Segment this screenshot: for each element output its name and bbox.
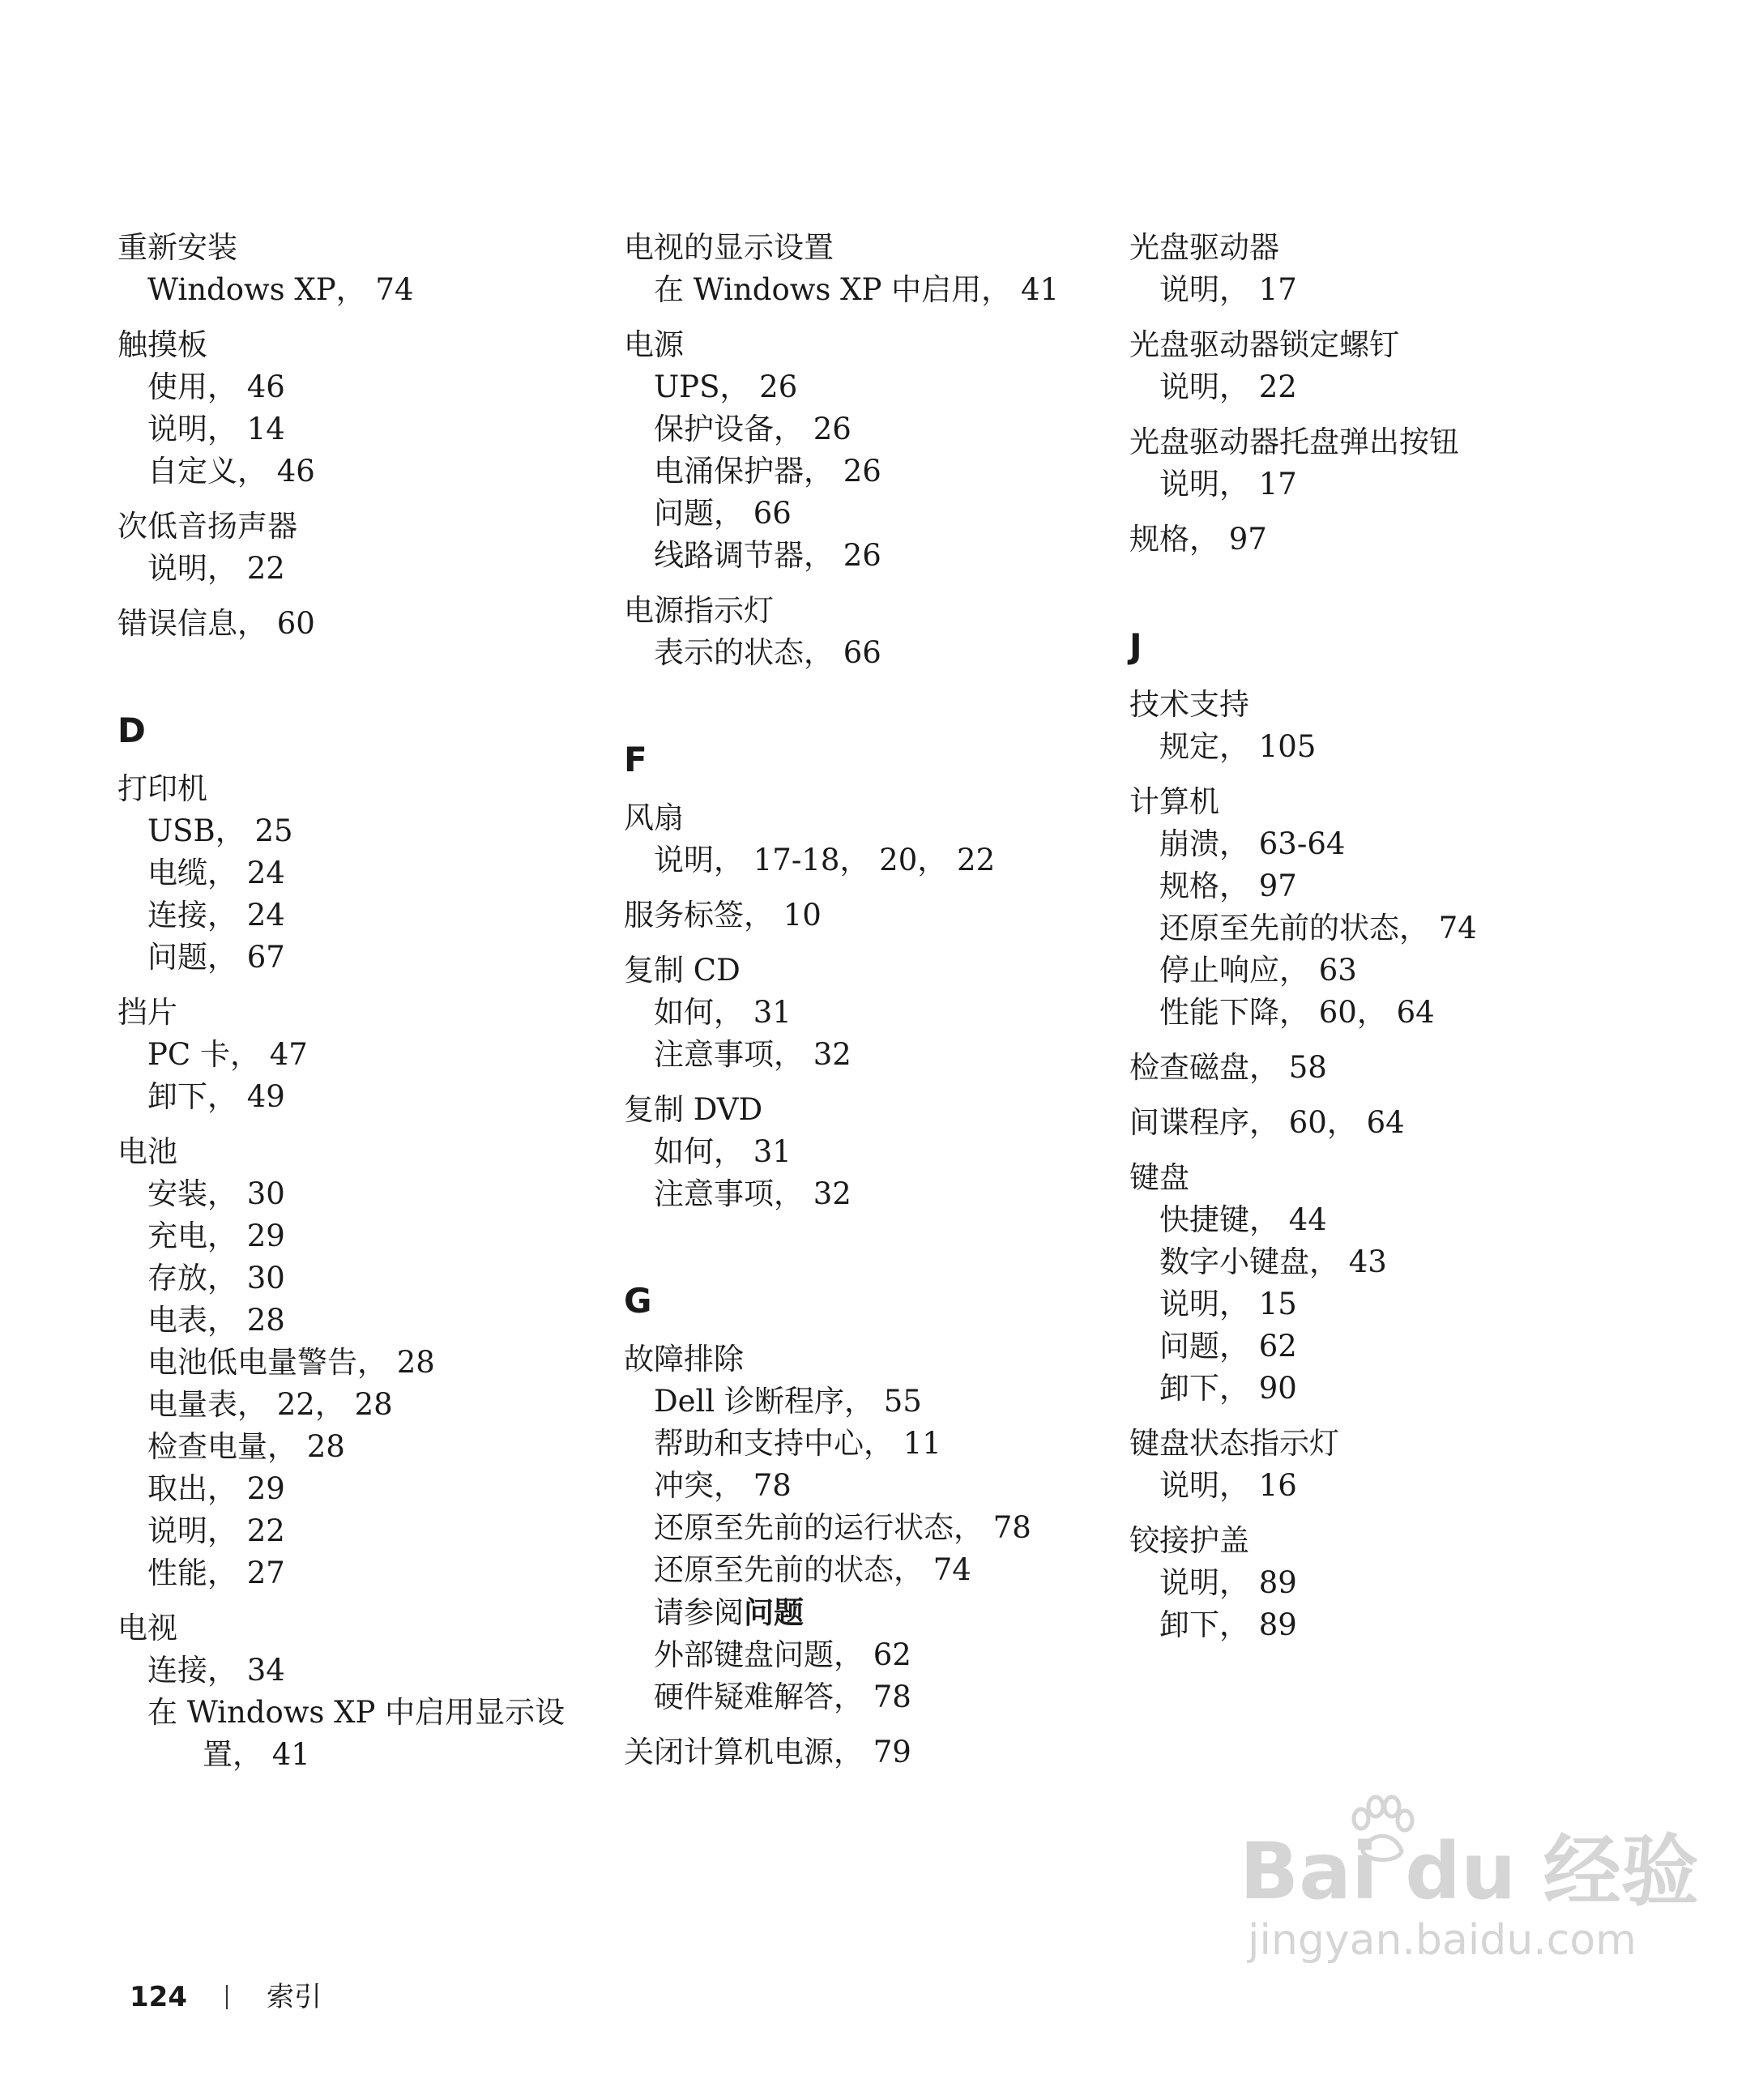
index-subentry: 停止响应， 63 [1159,953,1357,988]
section-gap [1129,574,1477,622]
index-subentry: 硬件疑难解答， 78 [654,1680,911,1714]
index-term: 电池 [117,1134,177,1169]
index-subentry: PC 卡， 47 [147,1037,308,1072]
index-term: 关闭计算机电源， 79 [624,1735,911,1769]
index-subentry: 电表， 28 [147,1303,285,1338]
index-entry [624,1089,1059,1215]
letter-header: G [624,1281,652,1321]
index-entry [117,227,601,311]
index-term: 光盘驱动器 [1129,230,1279,265]
index-term: 故障排除 [624,1342,744,1377]
index-term: 规格， 97 [1129,522,1267,557]
index-column-2 [624,227,1059,1786]
index-subentry: 取出， 29 [147,1471,285,1506]
index-term: 间谍程序， 60， 64 [1129,1105,1405,1140]
index-term: 挡片 [117,995,177,1030]
section-gap [117,658,601,706]
index-subentry: 外部键盘问题， 62 [654,1637,911,1672]
index-entry [1129,1047,1477,1089]
index-subentry: 卸下， 89 [1159,1607,1297,1642]
watermark-brand: Bai du 经验 [1240,1826,1699,1917]
index-entry [1129,1520,1477,1646]
index-term: 铰接护盖 [1129,1523,1249,1558]
index-term: 光盘驱动器托盘弹出按钮 [1129,425,1459,459]
index-subentry: 说明， 89 [1159,1565,1297,1600]
index-subentry: 电量表， 22， 28 [147,1387,393,1422]
cross-reference[interactable]: 问题 [744,1594,804,1630]
index-entry [624,324,1059,577]
index-subentry: 规格， 97 [1159,869,1297,903]
index-term: 键盘 [1129,1160,1189,1195]
index-subentry: Dell 诊断程序， 55 [654,1384,922,1419]
index-entry [1129,324,1477,408]
index-subentry: 说明， 17 [1159,272,1297,307]
index-subentry: 电缆， 24 [147,856,285,890]
index-subentry: 冲突， 78 [654,1468,792,1503]
index-entry [117,506,601,590]
index-term: 检查磁盘， 58 [1129,1050,1327,1085]
index-subentry: Windows XP， 74 [147,272,414,307]
index-entry [624,894,1059,937]
index-subentry: 保护设备， 26 [654,412,852,446]
index-subentry: 线路调节器， 26 [654,538,881,573]
index-entry [117,1131,601,1594]
index-column-1 [117,227,601,1789]
letter-header: J [1129,626,1142,666]
subentry-continuation: 置， 41 [203,1737,310,1772]
index-subentry: 问题， 67 [147,940,285,975]
index-term: 次低音扬声器 [117,509,297,544]
index-term: 错误信息， 60 [117,606,315,641]
index-entry [624,227,1059,311]
index-subentry: 自定义， 46 [147,454,315,489]
index-subentry: 规定， 105 [1159,729,1317,764]
index-subentry: 连接， 24 [147,898,285,933]
index-subentry: 还原至先前的状态， 74 [1159,911,1477,945]
index-entry [1129,781,1477,1034]
index-subentry: 存放， 30 [147,1261,285,1295]
index-term: 重新安装 [117,230,237,265]
index-subentry: 帮助和支持中心， 11 [654,1426,941,1461]
index-subentry: 问题， 66 [654,496,792,531]
index-subentry: 连接， 34 [147,1653,285,1688]
index-term: 服务标签， 10 [624,898,822,933]
watermark-url: jingyan.baidu.com [1248,1916,1637,1965]
index-term: 技术支持 [1129,687,1249,722]
index-subentry [624,1591,1059,1634]
index-entry [117,992,601,1118]
index-subentry: 说明， 17 [1159,467,1297,502]
letter-header: D [117,711,146,750]
index-entry [624,1338,1059,1718]
index-term: 风扇 [624,800,684,835]
index-subentry [117,1692,601,1776]
index-term: 计算机 [1129,784,1219,819]
index-subentry: 如何， 31 [654,995,792,1030]
index-subentry: 注意事项， 32 [654,1037,852,1072]
index-subentry: 充电， 29 [147,1219,285,1253]
page-footer [130,1977,322,2017]
index-subentry: 性能下降， 60， 64 [1159,995,1435,1030]
index-subentry: 还原至先前的运行状态， 78 [654,1510,1031,1545]
index-entry [117,1607,601,1776]
index-entry [1129,684,1477,768]
index-subentry: 卸下， 90 [1159,1371,1297,1406]
section-gap [624,687,1059,736]
index-subentry: 说明， 22 [147,1513,285,1548]
index-entry [117,603,601,645]
index-subentry: 说明， 22 [147,551,285,586]
index-subentry: 还原至先前的状态， 74 [654,1552,971,1587]
index-column-3 [1129,227,1477,1659]
paw-icon [1345,1795,1418,1867]
index-subentry: 卸下， 49 [147,1079,285,1114]
index-subentry: 问题， 62 [1159,1329,1297,1364]
baidu-watermark [1240,1827,1699,1965]
index-subentry: 说明， 22 [1159,369,1297,404]
index-subentry: 表示的状态， 66 [654,635,881,670]
section-gap [624,1228,1059,1277]
index-term: 复制 DVD [624,1092,763,1127]
index-subentry: 注意事项， 32 [654,1176,852,1211]
subentry-text: 请参阅 [654,1595,744,1630]
index-subentry: 性能， 27 [147,1556,285,1590]
page-number: 124 [130,1981,187,2013]
index-entry [1129,421,1477,506]
index-subentry: USB， 25 [147,813,293,848]
subentry-text: 在 Windows XP 中启用显示设 [147,1695,566,1730]
index-subentry: 说明， 14 [147,412,285,446]
index-entry [624,1731,1059,1773]
index-term: 光盘驱动器锁定螺钉 [1129,327,1399,362]
index-subentry: 电涌保护器， 26 [654,454,881,489]
index-entry [1129,1423,1477,1507]
index-entry [1129,519,1477,561]
index-subentry: 说明， 16 [1159,1468,1297,1503]
index-subentry: 说明， 17-18， 20， 22 [654,843,996,877]
index-entry [624,590,1059,674]
index-subentry: 使用， 46 [147,369,285,404]
index-subentry: 说明， 15 [1159,1287,1297,1321]
index-term: 键盘状态指示灯 [1129,1426,1339,1461]
index-entry [1129,1102,1477,1144]
index-term: 复制 CD [624,953,741,988]
index-subentry: 如何， 31 [654,1134,792,1169]
index-subentry: UPS， 26 [654,369,798,404]
index-term: 电源指示灯 [624,593,774,628]
section-title: 索引 [266,1981,322,2013]
index-term: 触摸板 [117,327,207,362]
letter-header: F [624,740,647,779]
index-subentry: 数字小键盘， 43 [1159,1244,1387,1279]
index-subentry: 崩溃， 63-64 [1159,826,1346,861]
index-entry [1129,1157,1477,1410]
index-term: 电源 [624,327,684,362]
index-subentry: 检查电量， 28 [147,1429,345,1464]
index-entry [624,950,1059,1076]
index-entry [1129,227,1477,311]
index-entry [117,324,601,493]
index-subentry: 快捷键， 44 [1159,1202,1327,1237]
index-subentry: 电池低电量警告， 28 [147,1345,435,1380]
index-term: 打印机 [117,771,207,806]
index-entry [624,797,1059,881]
index-subentry: 安装， 30 [147,1176,285,1211]
index-entry [117,768,601,979]
index-term: 电视 [117,1611,177,1645]
index-term: 电视的显示设置 [624,230,834,265]
index-subentry: 在 Windows XP 中启用， 41 [654,272,1060,307]
footer-divider [226,1985,228,2009]
